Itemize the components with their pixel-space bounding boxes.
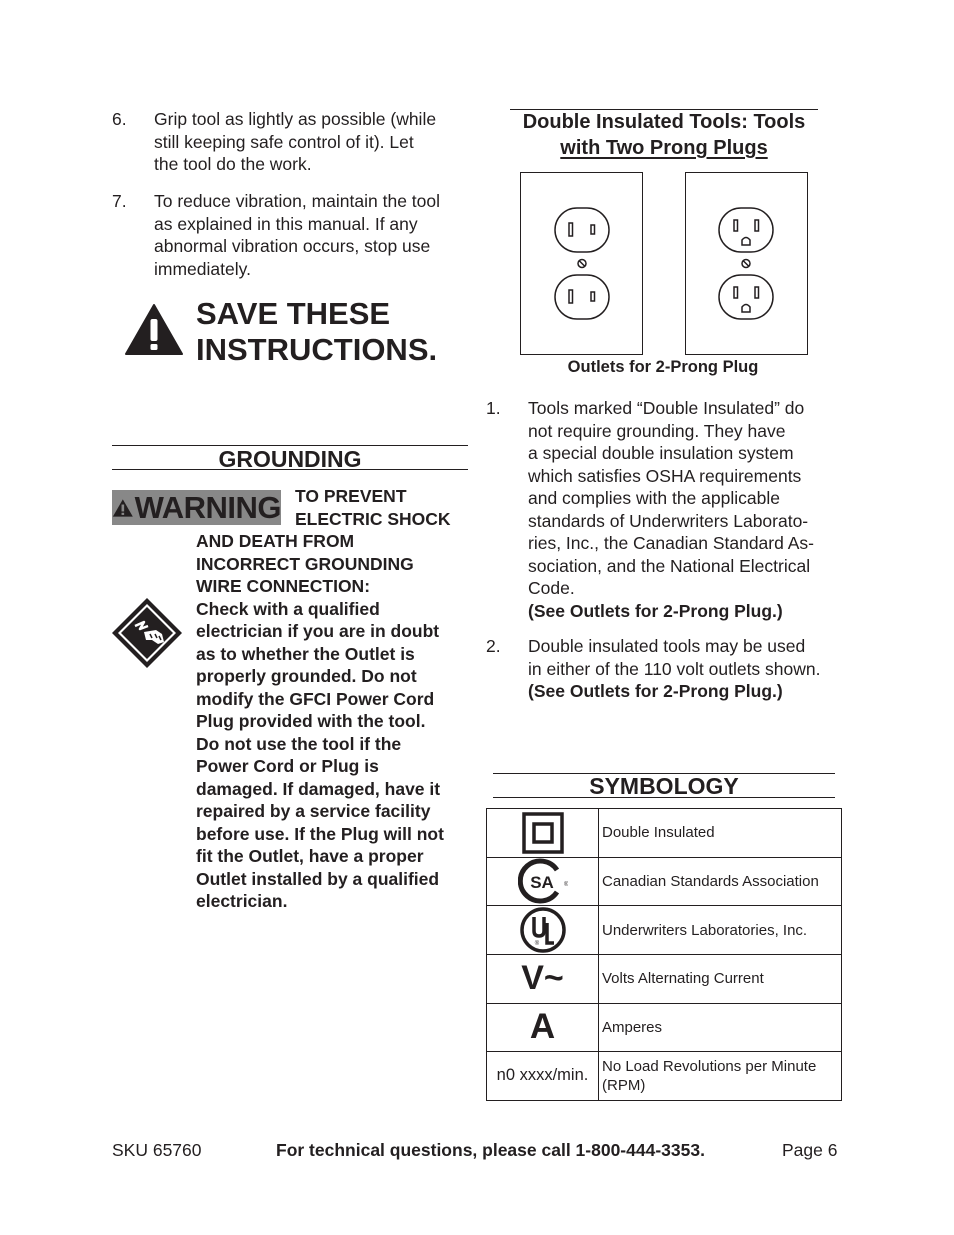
list-number: 1. [486,398,501,418]
ul-icon [519,906,567,954]
amperes-icon: A [529,1007,556,1047]
two-prong-outlet-icon [521,173,642,354]
warning-body-text: AND DEATH FROM INCORRECT GROUNDING WIRE CONNECTION: Check with a qualified electrician if you are in doubt as to whether the Outlet is properly grounded. Do not modify the GFCI Power Cord Plug provided with the tool. Do not use the tool if the Power Cord or Plug is damaged. If damaged, have it repaired by a service facility before use. If the Plug will not fit the Outlet, have a proper Outlet installed by a qualified electrician. [196,531,444,911]
warning-top-text: TO PREVENT ELECTRIC SHOCK [295,486,451,529]
outlet-panel-two-prong [520,172,643,355]
list-text-line: To reduce vibration, maintain the tool [154,191,440,211]
rpm-icon: n0 xxxx/min. [496,1066,589,1085]
warning-triangle-icon [124,303,184,356]
table-row [487,857,842,906]
three-prong-outlet-icon [686,173,807,354]
outlets-figure-caption: Outlets for 2-Prong Plug [567,358,759,376]
see-outlets-reference: (See Outlets for 2-Prong Plug.) [528,681,783,701]
list-text-line: Grip tool as lightly as possible (while [154,109,437,129]
volts-ac-icon: V~ [521,959,564,998]
symbol-description: Amperes [599,1003,842,1052]
table-row [487,906,842,955]
save-instructions-title: SAVE THESE INSTRUCTIONS. [196,296,438,367]
see-outlets-reference: (See Outlets for 2-Prong Plug.) [528,600,783,621]
symbology-rule-bottom [493,797,835,798]
symbology-table [486,808,842,1101]
double-insulated-icon [522,812,564,854]
table-row [487,1003,842,1052]
symbol-description: Underwriters Laboratories, Inc. [599,906,842,955]
svg-text:®: ® [563,882,568,889]
list-text-line: as explained in this manual. If any [154,213,418,234]
symbol-description: No Load Revolutions per Minute (RPM) [599,1052,842,1101]
grounding-rule-bottom [112,469,468,470]
list-number: 7. [112,191,127,211]
table-row [487,1052,842,1101]
list-text-line: abnormal vibration occurs, stop use [154,236,431,256]
table-row [487,955,842,1004]
footer-sku: SKU 65760 [112,1140,202,1160]
warning-badge-triangle-icon [112,497,134,519]
list-number: 2. [486,636,501,656]
symbol-description: Canadian Standards Association [599,857,842,906]
table-row [487,809,842,858]
electric-shock-hazard-icon [110,596,184,670]
symbology-heading: SYMBOLOGY [589,773,739,799]
double-insulated-heading: Double Insulated Tools: Tools with Two Prong Plugs [522,111,806,159]
symbol-description: Volts Alternating Current [599,955,842,1004]
csa-letters: SA [529,873,554,893]
warning-badge [112,490,281,525]
csa-icon [518,858,568,904]
symbol-description: Double Insulated [599,809,842,858]
list-text-line: still keeping safe control of it). Let [154,131,414,152]
grounding-heading: GROUNDING [218,446,362,472]
footer-page-number: Page 6 [782,1140,838,1160]
svg-text:®: ® [534,941,539,947]
warning-label: WARNING [134,489,281,525]
list-number: 6. [112,109,127,129]
outlet-panel-three-prong [685,172,808,355]
list-text-line: immediately. [154,258,251,279]
footer-technical-support: For technical questions, please call 1-800-444-3353. [276,1140,705,1160]
list-text-line: the tool do the work. [154,154,312,174]
